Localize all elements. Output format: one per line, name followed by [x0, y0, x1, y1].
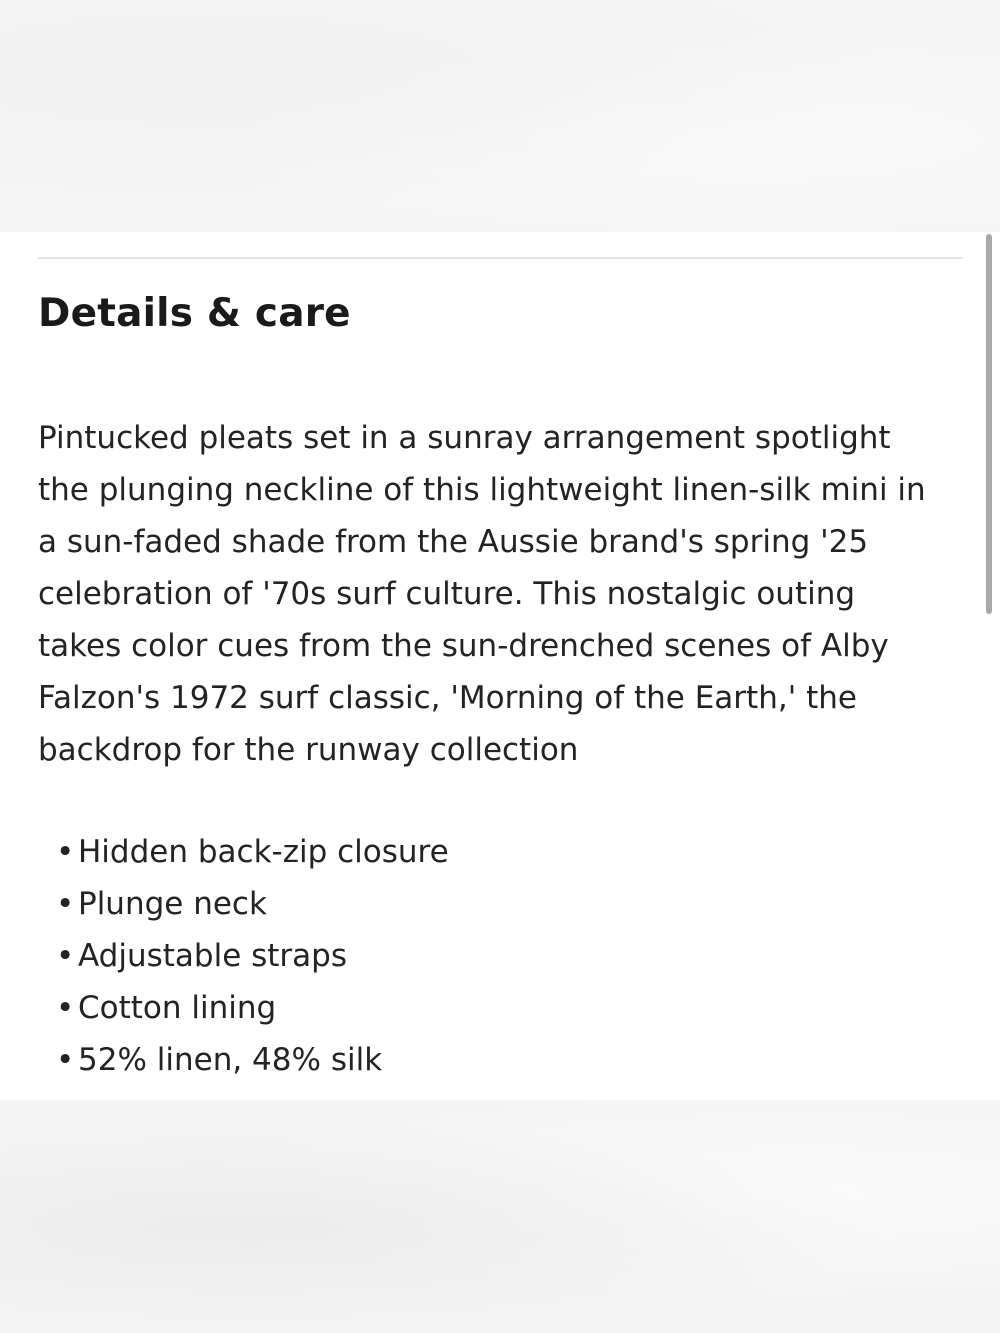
list-item-text: Plunge neck — [78, 886, 267, 922]
bullet-icon: • — [56, 990, 75, 1026]
product-description — [38, 412, 963, 776]
feature-list — [56, 826, 449, 1086]
description-line: a sun-faded shade from the Aussie brand's spring '25 — [38, 524, 869, 560]
bullet-icon: • — [56, 886, 75, 922]
description-line: Falzon's 1972 surf classic, 'Morning of the Earth,' the — [38, 680, 857, 716]
list-item — [56, 930, 449, 982]
list-item-text: Cotton lining — [78, 990, 277, 1026]
list-item — [56, 878, 449, 930]
section-title: Details & care — [38, 291, 351, 336]
scrollbar-thumb[interactable] — [986, 234, 992, 614]
description-line: backdrop for the runway collection — [38, 732, 579, 768]
list-item — [56, 982, 449, 1034]
bullet-icon: • — [56, 938, 75, 974]
description-line: Pintucked pleats set in a sunray arrangement spotlight — [38, 420, 891, 456]
blurred-background-top — [0, 0, 1000, 232]
list-item — [56, 1034, 449, 1086]
list-item-text: Hidden back-zip closure — [78, 834, 449, 870]
bullet-icon: • — [56, 834, 75, 870]
list-item — [56, 826, 449, 878]
list-item-text: 52% linen, 48% silk — [78, 1042, 383, 1078]
bullet-icon: • — [56, 1042, 75, 1078]
description-line: takes color cues from the sun-drenched scenes of Alby — [38, 628, 889, 664]
description-line: the plunging neckline of this lightweight linen-silk mini in — [38, 472, 926, 508]
blurred-background-bottom — [0, 1100, 1000, 1333]
details-care-panel — [0, 232, 1000, 1100]
section-divider — [38, 257, 963, 259]
list-item-text: Adjustable straps — [78, 938, 347, 974]
description-line: celebration of '70s surf culture. This nostalgic outing — [38, 576, 856, 612]
